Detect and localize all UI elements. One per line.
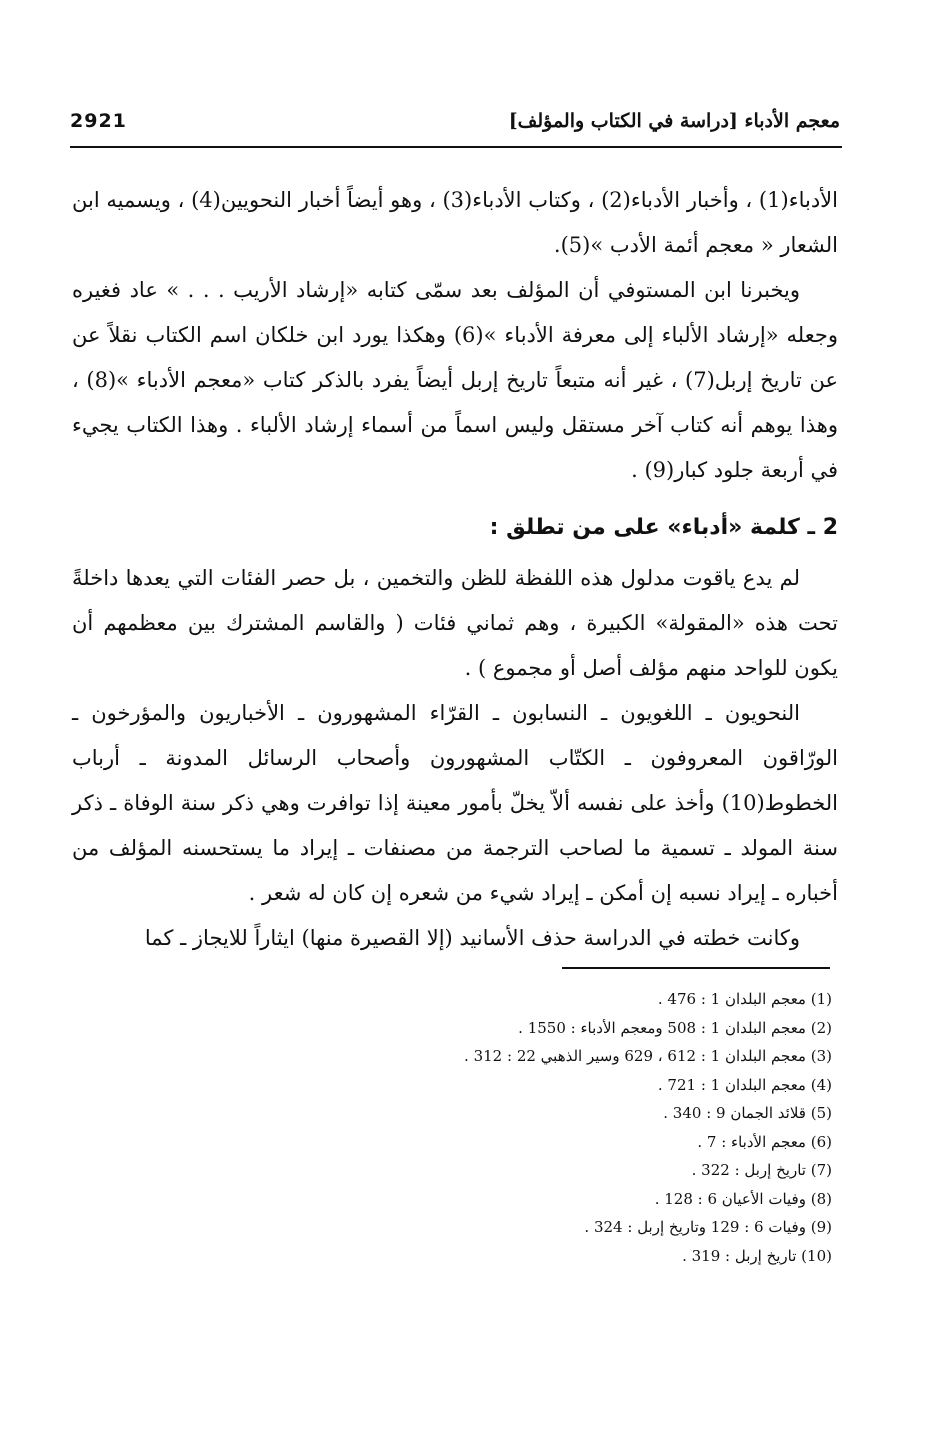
footnote-item: (10) تاريخ إربل : 319 . xyxy=(682,1246,832,1265)
footnote-item: (2) معجم البلدان 1 : 508 ومعجم الأدباء : 1550 . xyxy=(518,1018,832,1037)
paragraph-1: الأدباء(1) ، وأخبار الأدباء(2) ، وكتاب الأدباء(3) ، وهو أيضاً أخبار النحويين(4) ، ويسميه ابن الشعار « معجم أئمة الأدب »(5). xyxy=(72,188,838,257)
paragraph-3: لم يدع ياقوت مدلول هذه اللفظة للظن والتخمين ، بل حصر الفئات التي يعدها داخلةً تحت هذه «المقولة» الكبيرة ، وهم ثماني فئات ( والقاسم المشترك بين معظمهم أن يكون للواحد منهم مؤلف أصل أو مجموع ) . xyxy=(72,566,838,680)
paragraph-2: ويخبرنا ابن المستوفي أن المؤلف بعد سمّى كتابه «إرشاد الأريب . . . » عاد فغيره وجعله «إرشاد الألباء إلى معرفة الأدباء »(6) وهكذا يورد ابن خلكان اسم الكتاب نقلاً عن عن تاريخ إربل(7) ، غير أنه متبعاً تاريخ إربل أيضاً يفرد بالذكر كتاب «معجم الأدباء »(8) ، وهذا يوهم أنه كتاب آخر مستقل وليس اسماً من أسماء إرشاد الألباء . وهذا الكتاب يجيء في أربعة جلود كبار(9) . xyxy=(72,278,838,482)
footnote-rule xyxy=(562,967,830,969)
main-text xyxy=(72,178,838,961)
footnote-item: (5) قلائد الجمان 9 : 340 . xyxy=(663,1104,832,1122)
section-heading: 2 ـ كلمة «أدباء» على من تطلق : xyxy=(489,515,838,540)
footnote-item: (8) وفيات الأعيان 6 : 128 . xyxy=(654,1189,832,1208)
page-header xyxy=(70,110,840,146)
footnote-item: (4) معجم البلدان 1 : 721 . xyxy=(657,1075,832,1094)
footnotes xyxy=(464,985,832,1270)
footnote-item: (6) معجم الأدباء : 7 . xyxy=(697,1132,832,1151)
paragraph-5: وكانت خطته في الدراسة حذف الأسانيد (إلا القصيرة منها) ايثاراً للايجاز ـ كما xyxy=(144,926,800,950)
footnote-item: (9) وفيات 6 : 129 وتاريخ إربل : 324 . xyxy=(584,1218,832,1236)
header-rule xyxy=(70,146,842,148)
page-number: 2921 xyxy=(70,110,127,132)
footnote-item: (3) معجم البلدان 1 : 612 ، 629 وسير الذهبي 22 : 312 . xyxy=(464,1047,832,1065)
running-title: معجم الأدباء [دراسة في الكتاب والمؤلف] xyxy=(508,110,840,132)
paragraph-4: النحويون ـ اللغويون ـ النسابون ـ القرّاء المشهورون ـ الأخباريون والمؤرخون ـ الورّاقون المعروفون ـ الكتّاب المشهورون وأصحاب الرسائل المدونة ـ أرباب الخطوط(10) وأخذ على نفسه ألاّ يخلّ بأمور معينة إذا توافرت وهي ذكر سنة الوفاة ـ ذكر سنة المولد ـ تسمية ما لصاحب الترجمة من مصنفات ـ إيراد ما يستحسنه المؤلف من أخباره ـ إيراد نسبه إن أمكن ـ إيراد شيء من شعره إن كان له شعر . xyxy=(72,701,838,905)
footnote-item: (7) تاريخ إربل : 322 . xyxy=(691,1161,832,1179)
footnote-item: (1) معجم البلدان 1 : 476 . xyxy=(657,990,832,1008)
